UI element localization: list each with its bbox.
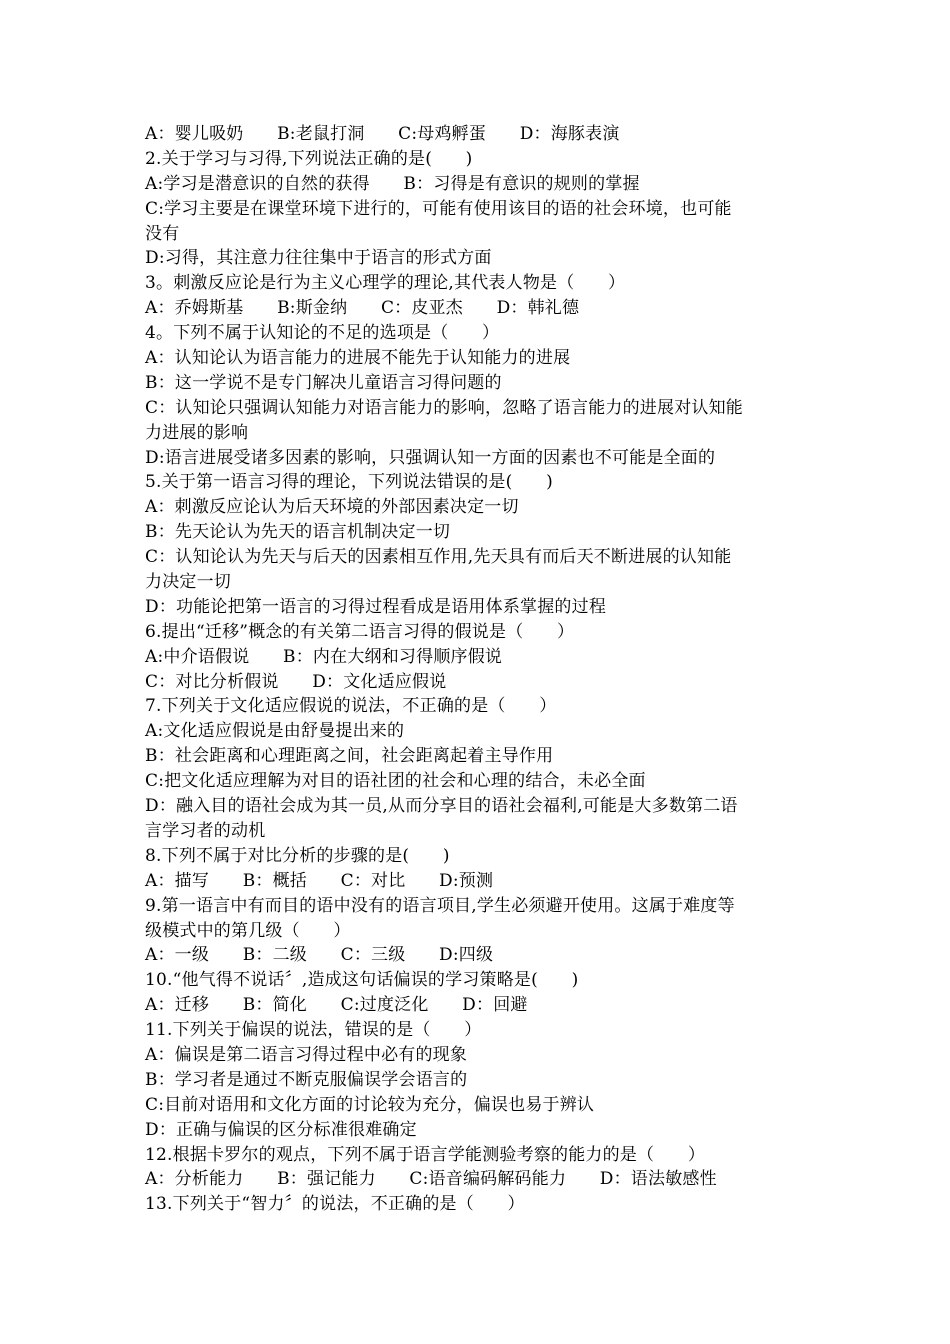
q8-options: A：描写 B：概括 C：对比 D:预测	[145, 870, 494, 891]
q7-question: 7.下列关于文化适应假说的说法，不正确的是（ ）	[145, 696, 557, 717]
q9-question: 9.第一语言中有而目的语中没有的语言项目,学生必须避开使用。这属于难度等	[145, 895, 735, 916]
q6-question: 6.提出“迁移”概念的有关第二语言习得的假说是（ ）	[145, 621, 575, 642]
document-page	[145, 122, 825, 1217]
q8-question: 8.下列不属于对比分析的步骤的是( )	[145, 845, 450, 866]
q3-options: A：乔姆斯基 B:斯金纳 C：皮亚杰 D：韩礼德	[145, 298, 580, 319]
q6-options-cd: C：对比分析假说 D：文化适应假说	[145, 671, 447, 692]
q2-question: 2.关于学习与习得,下列说法正确的是( )	[145, 148, 473, 169]
q11-option-b: B：学习者是通过不断克服偏误学会语言的	[145, 1069, 468, 1090]
q11-question: 11.下列关于偏误的说法，错误的是（ ）	[145, 1020, 482, 1041]
q7-option-b: B：社会距离和心理距离之间，社会距离起着主导作用	[145, 746, 554, 767]
q5-option-a: A：刺激反应论认为后天环境的外部因素决定一切	[145, 497, 519, 518]
q11-option-c: C:目前对语用和文化方面的讨论较为充分，偏误也易于辨认	[145, 1094, 595, 1115]
q10-question: 10.“他气得不说话〞,造成这句话偏误的学习策略是( )	[145, 970, 579, 991]
q11-option-a: A：偏误是第二语言习得过程中必有的现象	[145, 1044, 468, 1065]
q10-options: A：迁移 B：简化 C:过度泛化 D：回避	[145, 995, 528, 1016]
q7-option-d: D：融入目的语社会成为其一员,从而分享目的语社会福利,可能是大多数第二语	[145, 796, 738, 817]
q7-option-a: A:文化适应假说是由舒曼提出来的	[145, 721, 405, 742]
q12-options: A：分析能力 B：强记能力 C:语音编码解码能力 D：语法敏感性	[145, 1169, 717, 1190]
q11-option-d: D：正确与偏误的区分标准很难确定	[145, 1119, 417, 1140]
q5-option-c: C：认知论认为先天与后天的因素相互作用,先天具有而后天不断进展的认知能	[145, 547, 732, 568]
q9-question-cont: 级模式中的第几级（ ）	[145, 920, 351, 941]
q12-question: 12.根据卡罗尔的观点，下列不属于语言学能测验考察的能力的是（ ）	[145, 1144, 706, 1165]
q4-option-c: C：认知论只强调认知能力对语言能力的影响，忽略了语言能力的进展对认知能	[145, 397, 744, 418]
q5-question: 5.关于第一语言习得的理论，下列说法错误的是( )	[145, 472, 553, 493]
q3-question: 3。刺激反应论是行为主义心理学的理论,其代表人物是（ ）	[145, 273, 626, 294]
q2-option-c: C:学习主要是在课堂环境下进行的，可能有使用该目的语的社会环境，也可能	[145, 198, 732, 219]
q2-option-d: D:习得，其注意力往往集中于语言的形式方面	[145, 248, 492, 269]
q2-option-c-cont: 没有	[145, 223, 180, 244]
q4-option-b: B：这一学说不是专门解决儿童语言习得问题的	[145, 372, 502, 393]
q9-options: A：一级 B：二级 C：三级 D:四级	[145, 945, 494, 966]
q4-option-c-cont: 力进展的影响	[145, 422, 249, 443]
q5-option-d: D：功能论把第一语言的习得过程看成是语用体系掌握的过程	[145, 596, 607, 617]
q7-option-c: C:把文化适应理解为对目的语社团的社会和心理的结合，未必全面	[145, 771, 646, 792]
q7-option-d-cont: 言学习者的动机	[145, 820, 266, 841]
q1-options: A：婴儿吸奶 B:老鼠打洞 C:母鸡孵蛋 D：海豚表演	[145, 124, 620, 144]
q4-option-a: A：认知论认为语言能力的进展不能先于认知能力的进展	[145, 348, 571, 369]
q4-option-d: D:语言进展受诸多因素的影响，只强调认知一方面的因素也不可能是全面的	[145, 447, 716, 468]
q13-question: 13.下列关于“智力〞的说法，不正确的是（ ）	[145, 1194, 525, 1215]
q5-option-c-cont: 力决定一切	[145, 572, 231, 593]
q6-options-ab: A:中介语假说 B：内在大纲和习得顺序假说	[145, 646, 503, 667]
q5-option-b: B：先天论认为先天的语言机制决定一切	[145, 522, 451, 543]
q2-options-ab: A:学习是潜意识的自然的获得 B：习得是有意识的规则的掌握	[145, 173, 640, 194]
q4-question: 4。下列不属于认知论的不足的选项是（ ）	[145, 323, 500, 344]
